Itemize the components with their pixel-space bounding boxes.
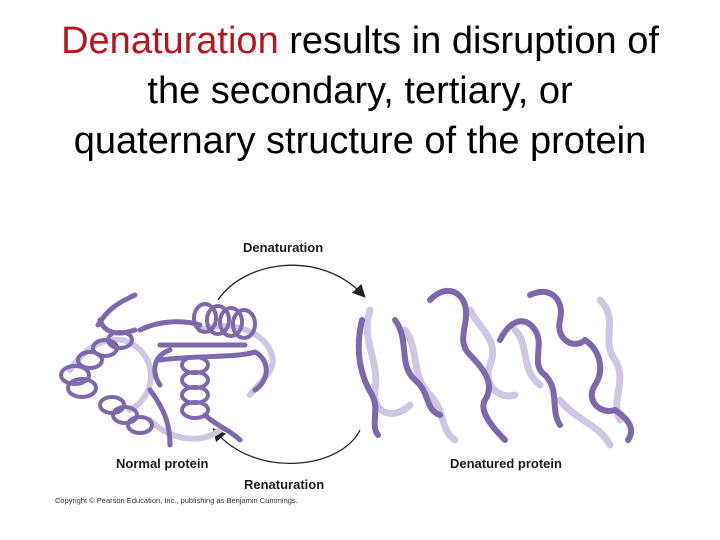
normal-protein-label: Normal protein xyxy=(116,456,209,471)
denaturation-arrow xyxy=(218,265,362,300)
title-line1-rest: results in disruption of xyxy=(278,20,659,62)
renaturation-label: Renaturation xyxy=(244,477,325,492)
title-line2: the secondary, tertiary, or xyxy=(147,70,573,112)
title-accent-word: Denaturation xyxy=(61,20,279,62)
copyright-notice: Copyright © Pearson Education, Inc., publishing as Benjamin Cummings. xyxy=(55,496,298,505)
denatured-protein-illustration xyxy=(359,291,631,445)
denaturation-label: Denaturation xyxy=(243,240,324,255)
title-line3: quaternary structure of the protein xyxy=(73,120,647,162)
normal-protein-illustration xyxy=(61,295,273,445)
denatured-protein-label: Denatured protein xyxy=(450,456,562,471)
